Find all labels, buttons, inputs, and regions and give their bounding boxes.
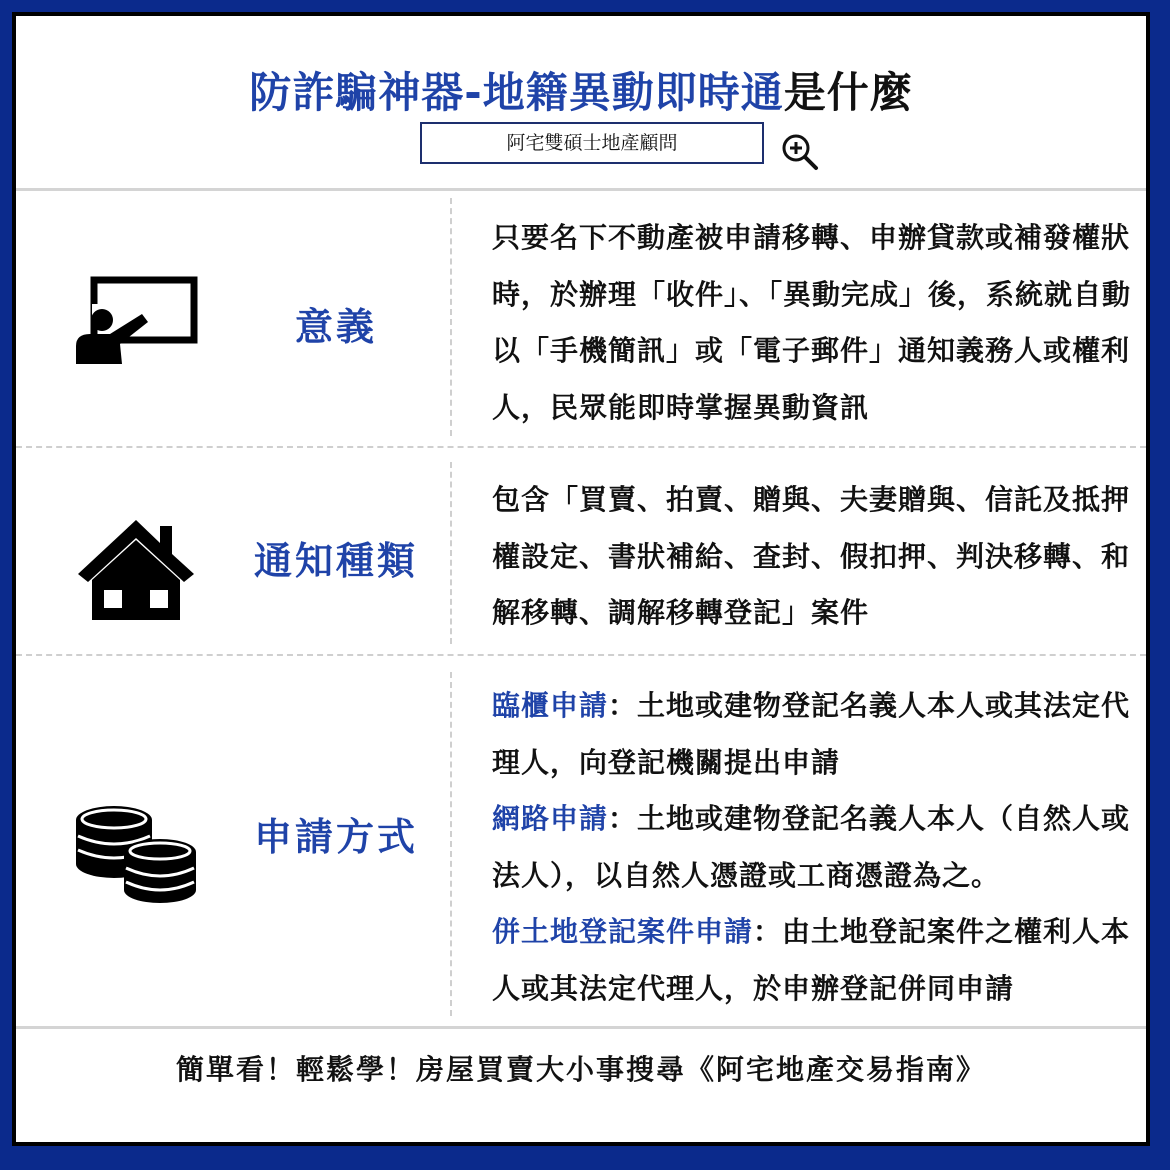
method-name: 臨櫃申請 <box>492 689 609 722</box>
row-text-meaning: 只要名下不動產被申請移轉、申辦貸款或補發權狀時，於辦理「收件」、「異動完成」後，系統就自動以「手機簡訊」或「電子郵件」通知義務人或權利人，民眾能即時掌握異動資訊 <box>492 221 1132 424</box>
method-counter <box>492 678 1140 791</box>
search-input[interactable]: 阿宅雙碩士地產顧問 <box>420 122 764 164</box>
method-description: ：土地或建物登記名義人本人或其法定代理人，向登記機關提出申請 <box>492 689 1131 779</box>
row-divider <box>16 654 1146 656</box>
method-name: 併土地登記案件申請 <box>492 915 754 948</box>
column-divider <box>450 462 452 644</box>
presentation-teacher-icon <box>72 276 200 364</box>
row-label-meaning: 意義 <box>294 305 377 349</box>
coins-stack-icon <box>74 800 198 908</box>
title-highlight: 防詐騙神器-地籍異動即時通 <box>249 68 784 117</box>
search-bar <box>420 122 840 168</box>
column-divider <box>450 198 452 436</box>
zoom-in-search-icon[interactable] <box>780 132 820 172</box>
method-description: ：土地或建物登記名義人本人（自然人或法人），以自然人憑證或工商憑證為之。 <box>492 802 1131 892</box>
title-rest: 是什麼 <box>783 68 913 117</box>
method-name: 網路申請 <box>492 802 609 835</box>
row-label-application-methods: 申請方式 <box>253 815 418 859</box>
page-title <box>16 60 1146 120</box>
header-divider <box>16 188 1146 191</box>
method-online <box>492 791 1140 904</box>
row-text-notification-types: 包含「買賣、拍賣、贈與、夫妻贈與、信託及抵押權設定、書狀補給、查封、假扣押、判決移轉、和解移轉、調解移轉登記」案件 <box>492 483 1131 629</box>
row-label-notification-types: 通知種類 <box>253 539 418 583</box>
footer-slogan: 簡單看！輕鬆學！房屋買賣大小事搜尋《阿宅地產交易指南》 <box>175 1053 986 1086</box>
footer-divider <box>16 1026 1146 1029</box>
method-combined <box>492 904 1140 1017</box>
infographic-card <box>12 12 1150 1146</box>
column-divider <box>450 672 452 1016</box>
row-divider <box>16 446 1146 448</box>
row-text-application-methods <box>492 678 1140 1017</box>
house-icon <box>76 516 196 620</box>
method-description: ：由土地登記案件之權利人本人或其法定代理人，於申辦登記併同申請 <box>492 915 1131 1005</box>
